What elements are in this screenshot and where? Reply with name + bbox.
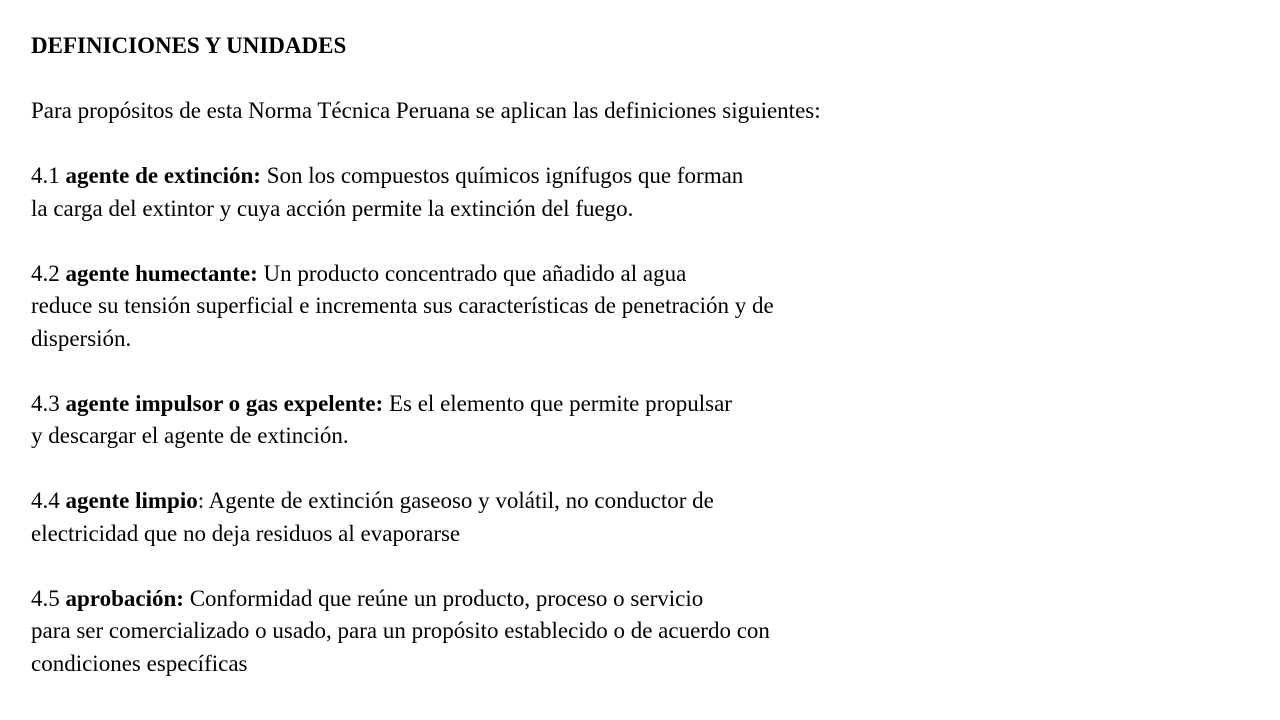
definition-number: 4.2 [31,260,60,286]
definition-first-line [31,258,1231,291]
definition-term: agente limpio [65,488,198,513]
definition-term: aprobación: [65,585,184,611]
definition-term: agente humectante: [65,260,258,286]
section-heading: DEFINICIONES Y UNIDADES [31,33,347,58]
definition-first-line [31,583,1231,616]
definition-item [31,258,1231,356]
definition-continuation-line: dispersión. [31,325,132,351]
definition-number: 4.4 [31,488,60,513]
definition-continuation-line: electricidad que no deja residuos al evaporarse [31,520,461,546]
definition-text: Un producto concentrado que añadido al agua [263,260,687,286]
definition-continuation-line: y descargar el agente de extinción. [31,423,349,448]
definition-continuation-line: reduce su tensión superficial e incrementa sus características de penetración y de [31,293,774,318]
definition-term: agente de extinción: [65,163,261,188]
definition-item [31,160,1231,225]
definition-number: 4.5 [31,585,60,611]
definition-number: 4.3 [31,390,60,416]
definition-first-line [31,485,1231,518]
definition-text: Conformidad que reúne un producto, proceso o servicio [189,585,704,611]
definition-text: Es el elemento que permite propulsar [388,390,732,416]
definition-first-line [31,388,1231,421]
document-page [31,30,1231,680]
definition-number: 4.1 [31,163,60,188]
definition-item [31,485,1231,550]
definition-text: : Agente de extinción gaseoso y volátil, no conductor de [197,488,714,513]
definition-first-line [31,160,1231,193]
definition-text: Son los compuestos químicos ignífugos que forman [266,163,744,188]
intro-paragraph: Para propósitos de esta Norma Técnica Peruana se aplican las definiciones siguientes: [31,98,821,123]
definition-continuation-line: la carga del extintor y cuya acción permite la extinción del fuego. [31,195,634,221]
definition-continuation-line: para ser comercializado o usado, para un propósito establecido o de acuerdo con [31,618,770,643]
definition-continuation-line: condiciones específicas [31,650,248,676]
definition-term: agente impulsor o gas expelente: [65,390,384,416]
definition-item [31,583,1231,681]
definition-item [31,388,1231,453]
